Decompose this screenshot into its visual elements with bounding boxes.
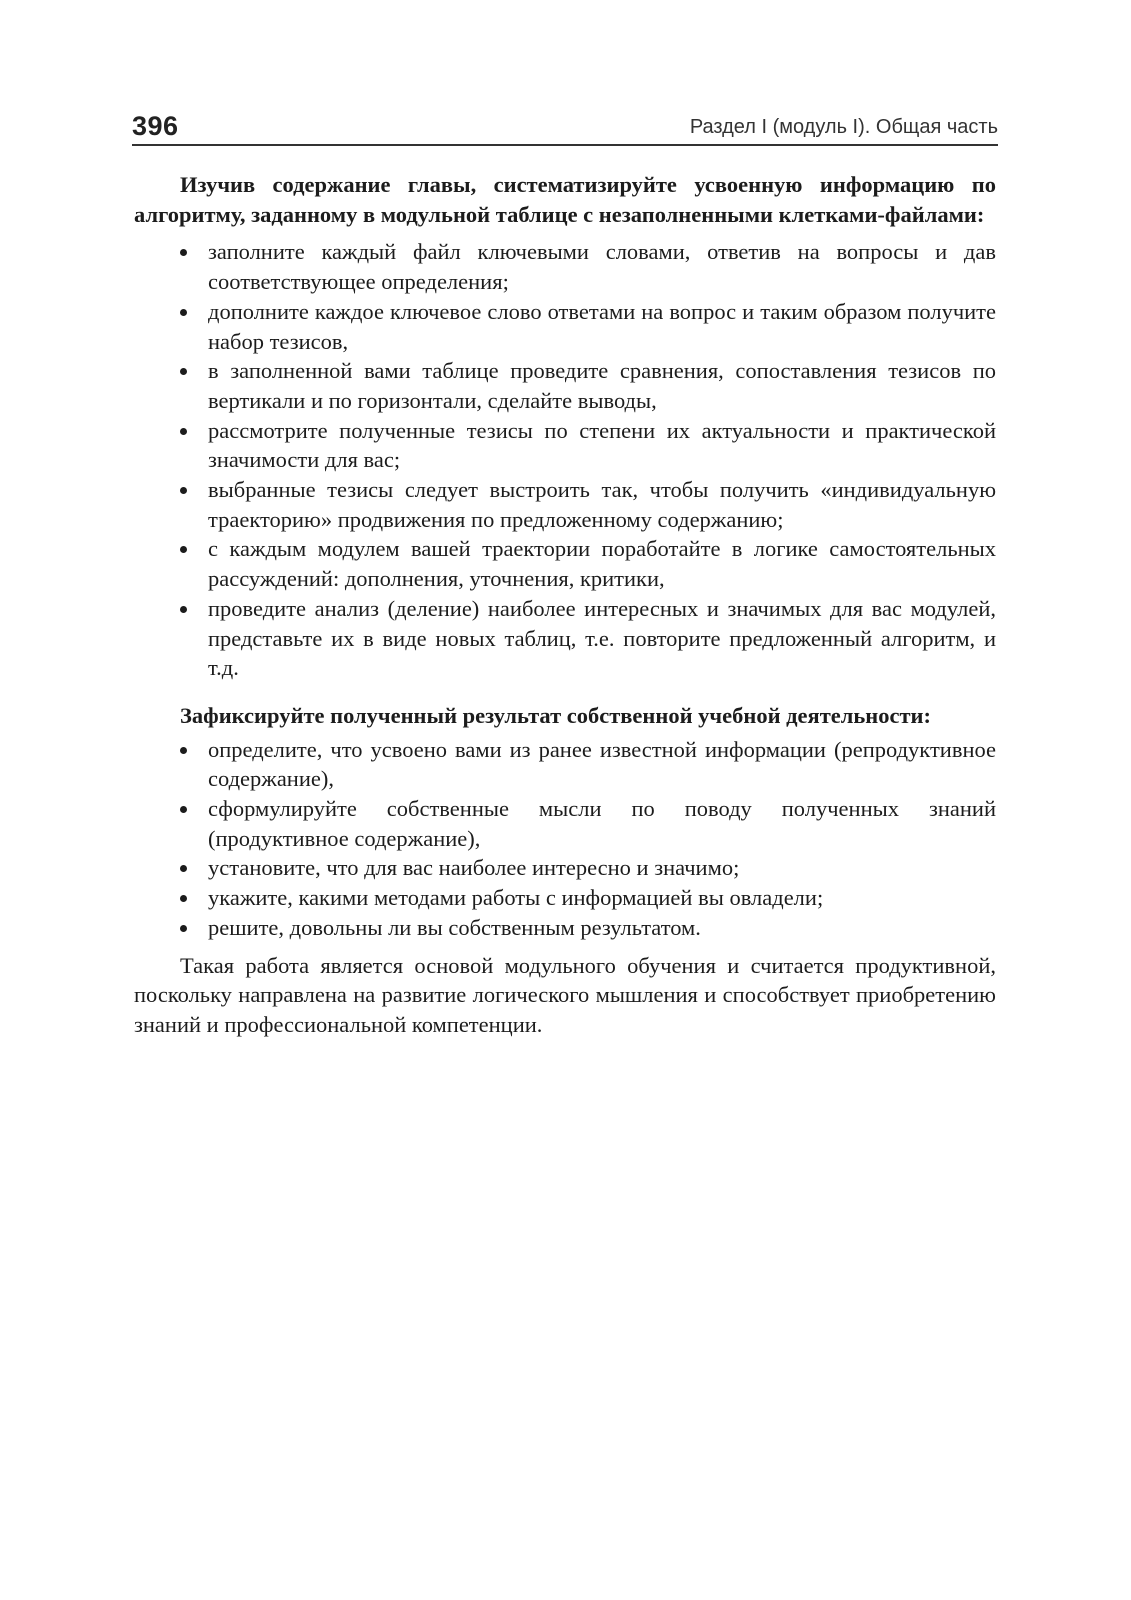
list-item: установите, что для вас наиболее интересно и значимо; — [208, 853, 996, 883]
list-item: выбранные тезисы следует выстроить так, чтобы получить «индивидуальную траекторию» продвижения по предложенному содержанию; — [208, 475, 996, 534]
list-item: проведите анализ (деление) наиболее интересных и значимых для вас модулей, представьте их в виде новых таблиц, т.е. повторите предложенный алгоритм, и т.д. — [208, 594, 996, 683]
results-heading: Зафиксируйте полученный результат собственной учебной деятельности: — [180, 702, 931, 728]
running-title: Раздел I (модуль I). Общая часть — [689, 116, 998, 138]
page-header — [132, 108, 998, 146]
closing-paragraph: Такая работа является основой модульного обучения и считается продуктивной, поскольку направлена на развитие логического мышления и способствует приобретению знаний и профессиональной компетенции. — [134, 952, 996, 1037]
list-item: укажите, какими методами работы с информацией вы овладели; — [208, 883, 996, 913]
list-item: сформулируйте собственные мысли по поводу полученных знаний (продуктивное содержание), — [208, 794, 996, 853]
list-item: определите, что усвоено вами из ранее известной информации (репродуктивное содержание), — [208, 735, 996, 794]
list-item: рассмотрите полученные тезисы по степени их актуальности и практической значимости для вас; — [208, 416, 996, 475]
list-item: с каждым модулем вашей траектории поработайте в логике самостоятельных рассуждений: дополнения, уточнения, критики, — [208, 534, 996, 593]
page-body — [134, 170, 996, 1040]
intro-paragraph: Изучив содержание главы, систематизируйте усвоенную информацию по алгоритму, заданному в модульной таблице с незаполненными клетками-файлами: — [134, 172, 996, 227]
results-list — [134, 735, 996, 943]
list-item: дополните каждое ключевое слово ответами на вопрос и таким образом получите набор тезисов, — [208, 297, 996, 356]
list-item: заполните каждый файл ключевыми словами, ответив на вопросы и дав соответствующее определения; — [208, 237, 996, 296]
list-item: решите, довольны ли вы собственным результатом. — [208, 913, 996, 943]
list-item: в заполненной вами таблице проведите сравнения, сопоставления тезисов по вертикали и по горизонтали, сделайте выводы, — [208, 356, 996, 415]
algorithm-list — [134, 237, 996, 683]
page-number: 396 — [132, 111, 179, 141]
